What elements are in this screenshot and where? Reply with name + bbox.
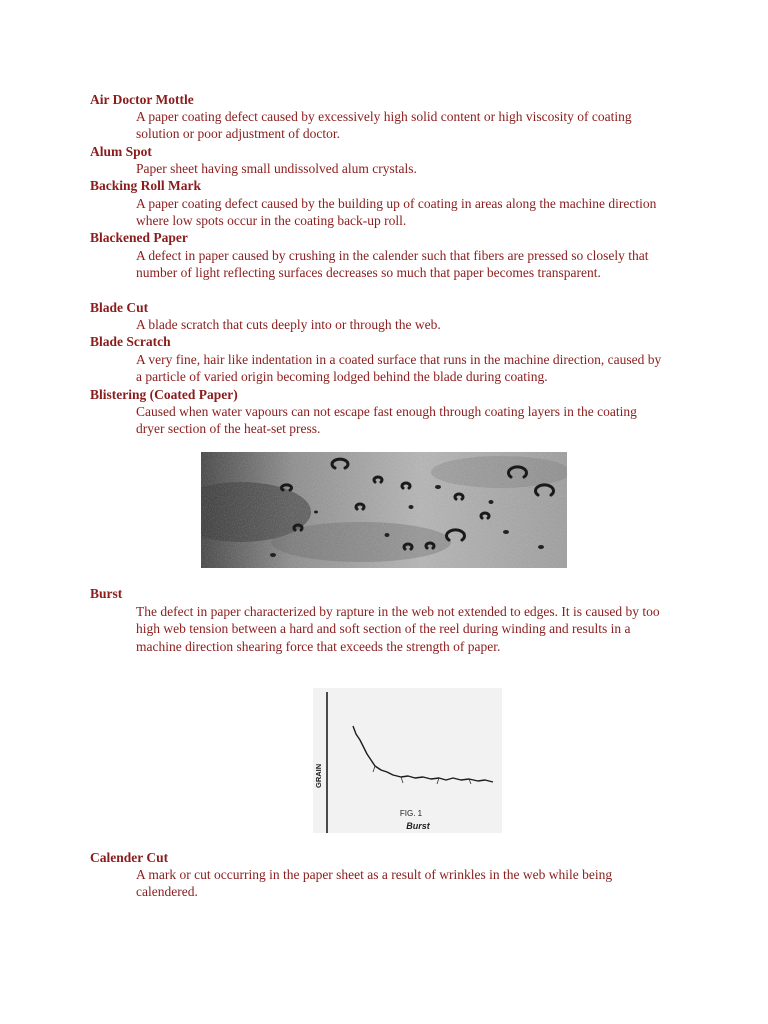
definition-blackened-paper: A defect in paper caused by crushing in the calender such that fibers are pressed so closely that number of light reflecting surfaces decreases so much that paper becomes transparent. — [136, 248, 649, 281]
term-burst: Burst — [90, 586, 123, 601]
term-blade-cut: Blade Cut — [90, 300, 149, 315]
term-alum-spot: Alum Spot — [90, 144, 152, 159]
definition-burst: The defect in paper characterized by rapture in the web not extended to edges. It is caused by too high web tension between a hard and soft section of the reel during winding and results in a machine direction shearing force that exceeds the strength of paper. — [136, 604, 660, 654]
term-blistering-coated-paper: Blistering (Coated Paper) — [90, 387, 238, 402]
burst-figure — [313, 688, 502, 833]
grain-axis-label: GRAIN — [314, 763, 323, 788]
term-air-doctor-mottle: Air Doctor Mottle — [90, 92, 194, 107]
term-blackened-paper: Blackened Paper — [90, 230, 188, 245]
fig-number-label: FIG. 1 — [399, 809, 423, 818]
definition-backing-roll-mark: A paper coating defect caused by the building up of coating in areas along the machine direction where low spots occur in the coating back-up roll. — [136, 196, 657, 229]
definition-alum-spot: Paper sheet having small undissolved alum crystals. — [136, 161, 417, 176]
figure-caption: Burst — [406, 821, 430, 831]
definition-blistering-coated-paper: Caused when water vapours can not escape fast enough through coating layers in the coating dryer section of the heat-set press. — [136, 404, 637, 437]
definition-blade-scratch: A very fine, hair like indentation in a coated surface that runs in the machine direction, caused by a particle of varied origin becoming lodged behind the blade during coating. — [136, 352, 662, 385]
term-backing-roll-mark: Backing Roll Mark — [90, 178, 202, 193]
blistering-photo — [201, 452, 567, 568]
term-calender-cut: Calender Cut — [90, 850, 169, 865]
definition-calender-cut: A mark or cut occurring in the paper sheet as a result of wrinkles in the web while being calendered. — [136, 867, 613, 900]
definition-blade-cut: A blade scratch that cuts deeply into or through the web. — [136, 317, 441, 332]
term-blade-scratch: Blade Scratch — [90, 334, 171, 349]
definition-air-doctor-mottle: A paper coating defect caused by excessively high solid content or high viscosity of coating solution or poor adjustment of doctor. — [136, 109, 632, 142]
